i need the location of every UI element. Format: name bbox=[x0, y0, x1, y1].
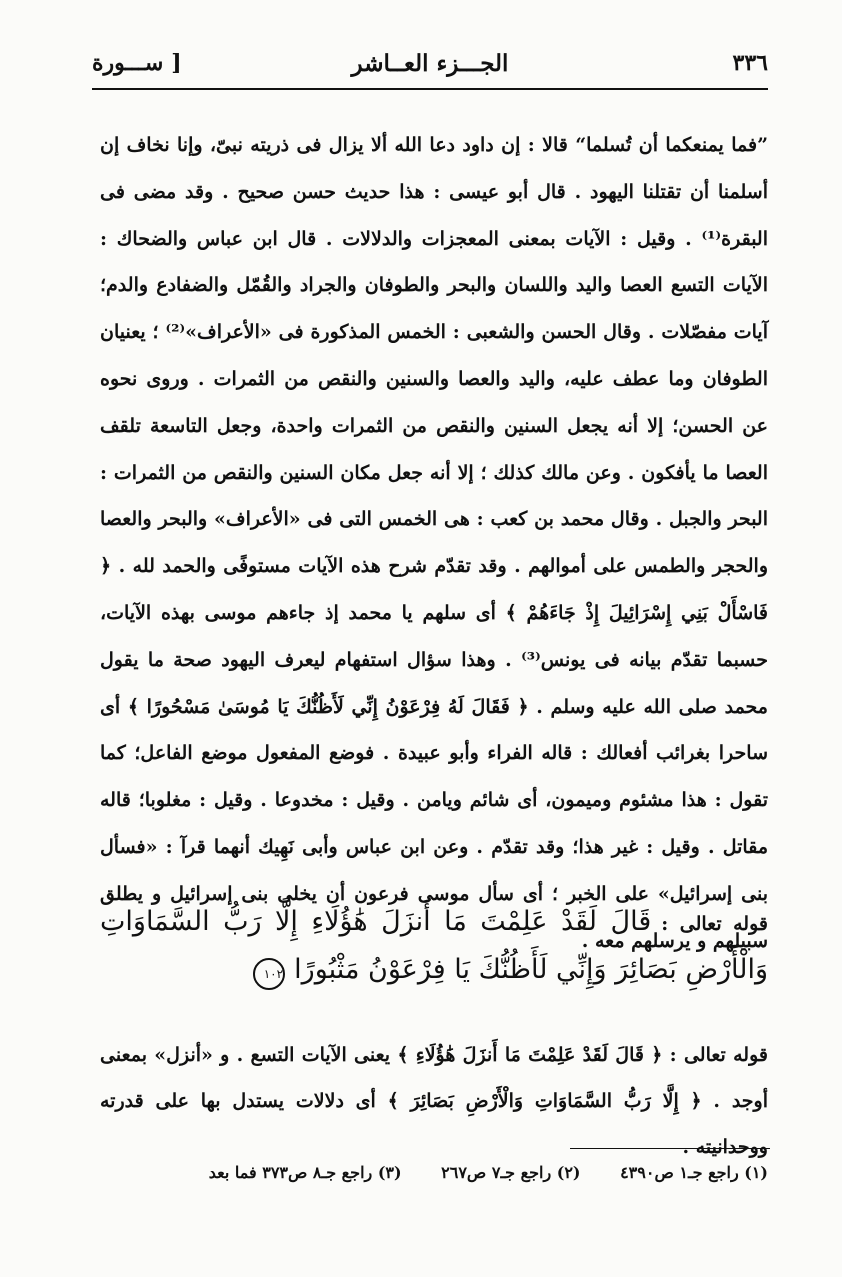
page-header bbox=[92, 44, 768, 90]
verse-number-mark: ١٠٢ bbox=[253, 958, 285, 990]
verse-text: قَالَ لَقَدْ عَلِمْتَ مَا أَنزَلَ هَٰؤُلَاءِ إِلَّا رَبُّ السَّمَاوَاتِ وَالْأَرْضِ بَصَائِرَ وَإِنِّي لَأَظُنُّكَ يَا فِرْعَوْنُ مَثْبُورًا bbox=[100, 906, 768, 985]
verse-commentary: قوله تعالى : ﴿ قَالَ لَقَدْ عَلِمْتَ مَا أَنزَلَ هَٰؤُلَاءِ ﴾ يعنى الآيات التسع . و «أنزل» بمعنى أوجد . ﴿ إِلَّا رَبُّ السَّمَاوَاتِ وَالْأَرْضِ بَصَائِرَ ﴾ أى دلالات يستدل بها على قدرته ووحدانيته . bbox=[100, 1044, 768, 1158]
body-paragraph: ”فما يمنعكما أن تُسلما“ قالا : إن داود دعا الله ألا يزال فى ذريته نبىّ، وإنا نخاف إن أسلمنا أن تقتلنا اليهود . قال أبو عيسى : هذا حديث حسن صحيح . وقد مضى فى البقرة⁽¹⁾ . وقيل : الآيات بمعنى المعجزات والدلالات . قال ابن عباس والضحاك : الآيات التسع العصا واليد واللسان والبحر والطوفان والجراد والقُمّل والضفادع والدم؛ آيات مفصّلات . وقال الحسن والشعبى : الخمس المذكورة فى «الأعراف»⁽²⁾ ؛ يعنيان الطوفان وما عطف عليه، واليد والعصا والسنين والنقص من الثمرات . وروى نحوه عن الحسن؛ إلا أنه يجعل السنين والنقص من الثمرات واحدة، وجعل التاسعة تلقف العصا ما يأفكون . وعن مالك كذلك ؛ إلا أنه جعل مكان السنين والنقص من الثمرات : البحر والجبل . وقال محمد بن كعب : هى الخمس التى فى «الأعراف» والبحر والعصا والحجر والطمس على أموالهم . وقد تقدّم شرح هذه الآيات مستوفًى والحمد لله . ﴿ فَاسْأَلْ بَنِي إِسْرَائِيلَ إِذْ جَاءَهُمْ ﴾ أى سلهم يا محمد إذ جاءهم موسى بهذه الآيات، حسبما تقدّم بيانه فى يونس⁽³⁾ . وهذا سؤال استفهام ليعرف اليهود صحة ما يقول محمد صلى الله عليه وسلم . ﴿ فَقَالَ لَهُ فِرْعَوْنُ إِنِّي لَأَظُنُّكَ يَا مُوسَىٰ مَسْحُورًا ﴾ أى ساحرا بغرائب أفعالك : قاله الفراء وأبو عبيدة . فوضع المفعول موضع الفاعل؛ كما تقول : هذا مشئوم وميمون، أى شائم ويامن . وقيل : مخدوعا . وقيل : مغلوبا؛ قاله مقاتل . وقيل : غير هذا؛ وقد تقدّم . وعن ابن عباس وأبى نَهِيك أنهما قرآ : «فسأل بنى إسرائيل» على الخبر ؛ أى سأل موسى فرعون أن يخلى بنى إسرائيل و يطلق سبيلهم و يرسلهم معه . bbox=[100, 134, 769, 952]
quran-verse-block bbox=[100, 898, 768, 994]
main-body-text bbox=[100, 122, 768, 964]
footnote-2: (٢) راجع جـ٧ ص٢٦٧ bbox=[441, 1163, 581, 1182]
verse-lead: قوله تعالى : bbox=[661, 913, 768, 935]
bracket-glyph: [ bbox=[171, 50, 182, 76]
footnotes bbox=[110, 1163, 768, 1182]
footnote-3: (٣) راجع جـ٨ ص٣٧٣ فما بعد bbox=[208, 1163, 402, 1182]
footnote-divider bbox=[570, 1148, 770, 1149]
surah-label bbox=[92, 50, 182, 76]
running-title: الجـــزء العــاشر bbox=[351, 50, 509, 77]
footnote-1: (١) راجع جـ١ ص٤٣٩٠ bbox=[620, 1163, 768, 1182]
page-number: ٣٣٦ bbox=[732, 50, 768, 76]
surah-label-text: ســـورة bbox=[92, 50, 164, 76]
